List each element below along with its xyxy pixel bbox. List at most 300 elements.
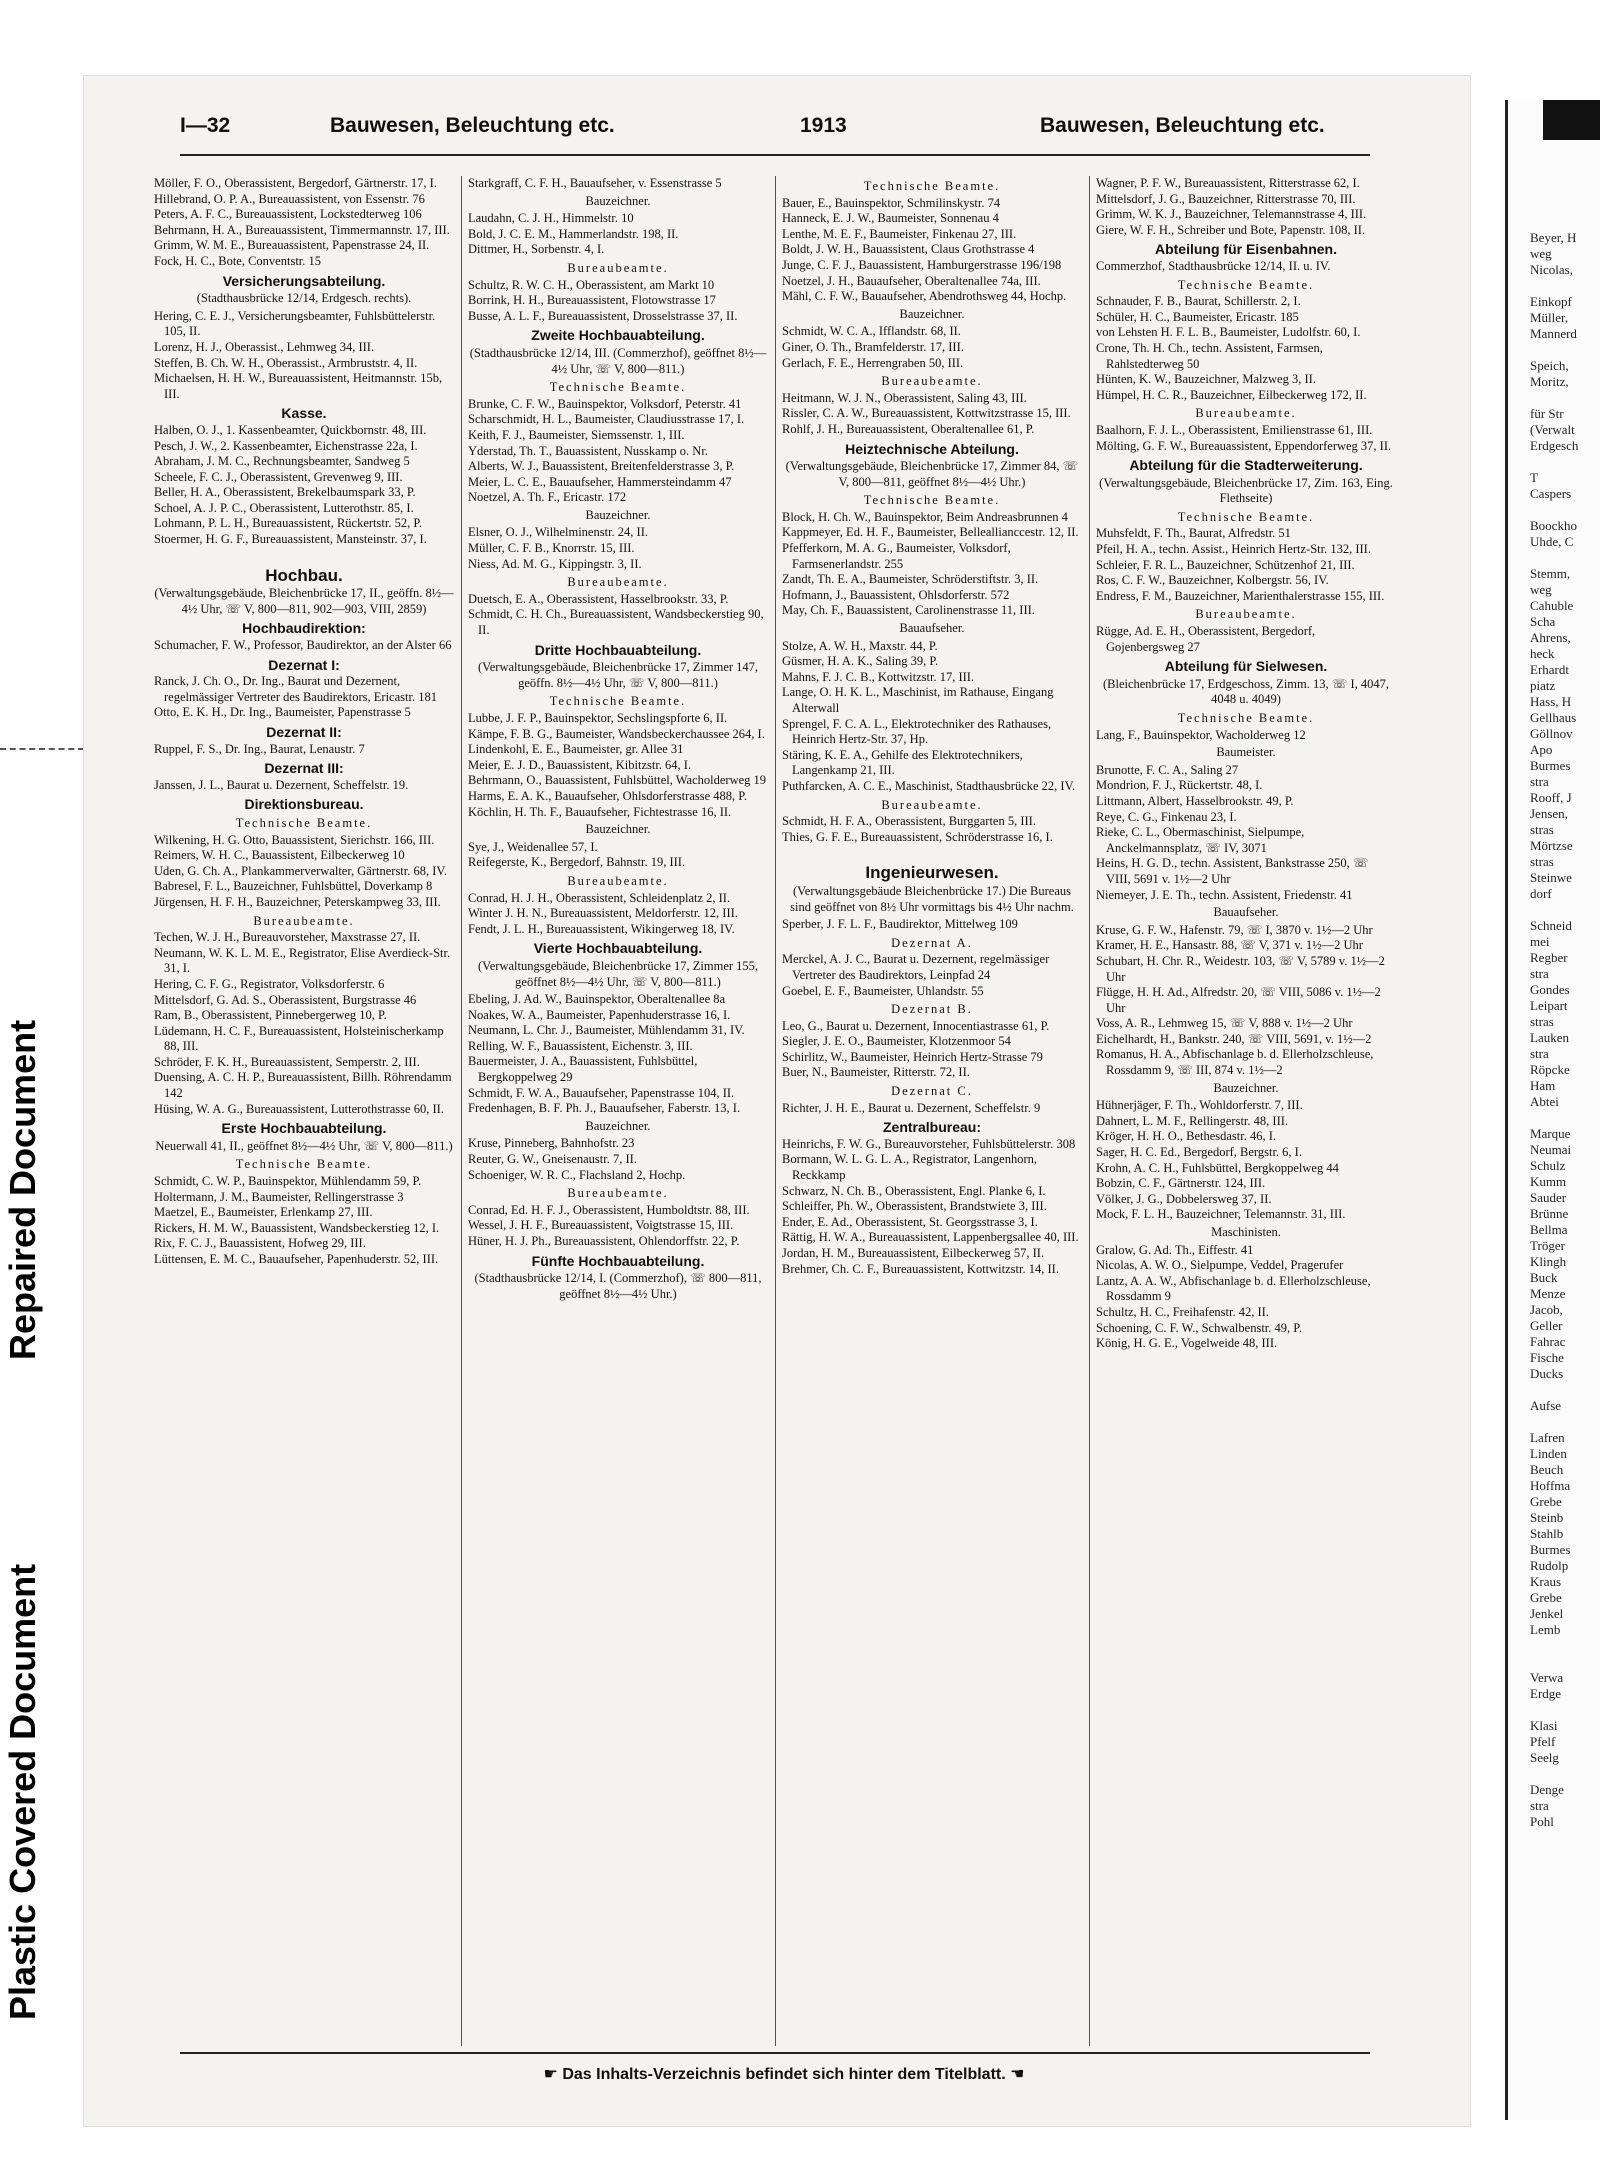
footer-rule [180, 2052, 1370, 2054]
directory-entry: Hofmann, J., Bauassistent, Ohlsdorferstr. 572 [782, 587, 1010, 602]
subheading: Technische Beamte. [1177, 277, 1315, 292]
directory-entry: Reifegerste, K., Bergedorf, Bahnstr. 19, III. [468, 855, 686, 870]
directory-entry: Lenthe, M. E. F., Baumeister, Finkenau 27, III. [782, 226, 1017, 241]
directory-entry: Wilkening, H. G. Otto, Bauassistent, Sierichstr. 166, III. [154, 832, 435, 847]
section-note: (Verwaltungsgebäude Bleichenbrücke 17.) Die Bureaus sind geöffnet von 8½ Uhr vormittags bis 4½ Uhr nachm. [790, 883, 1074, 914]
adjacent-line: Cahuble [1530, 598, 1574, 613]
adjacent-line [1508, 278, 1600, 294]
section-heading: Versicherungsabteilung. [222, 272, 386, 289]
adjacent-line [1508, 1654, 1600, 1670]
directory-entry: Voss, A. R., Lehmweg 15, ☏ V, 888 v. 1½—2 Uhr [1096, 1016, 1353, 1031]
directory-entry: Heinrichs, F. W. G., Bureauvorsteher, Fuhlsbüttelerstr. 308 [782, 1136, 1076, 1151]
subheading: Bureaubeamte. [1195, 607, 1297, 622]
page-header [180, 104, 1360, 144]
directory-entry: Littmann, Albert, Hasselbrookstr. 49, P. [1096, 793, 1294, 808]
directory-entry: Kappmeyer, Ed. H. F., Baumeister, Belleallianccestr. 12, II. [782, 525, 1079, 540]
directory-entry: Völker, J. G., Dobbelersweg 37, II. [1096, 1191, 1272, 1206]
section-note: (Stadthausbrücke 12/14, I. (Commerzhof), ☏ 800—811, geöffnet 8½—4½ Uhr.) [474, 1271, 762, 1301]
directory-entry: Schleiffer, Ph. W., Oberassistent, Brandstwiete 3, III. [782, 1199, 1047, 1214]
directory-entry: Relling, W. F., Bauassistent, Eichenstr. 3, III. [468, 1038, 693, 1053]
directory-entry: Muhsfeldt, F. Th., Baurat, Alfredstr. 51 [1096, 526, 1291, 541]
directory-entry: Block, H. Ch. W., Bauinspektor, Beim Andreasbrunnen 4 [782, 509, 1068, 524]
section-heading: Vierte Hochbauabteilung. [533, 940, 703, 957]
directory-entry: Starkgraff, C. F. H., Bauaufseher, v. Essenstrasse 5 [468, 176, 722, 190]
directory-entry: Brunke, C. F. W., Bauinspektor, Volksdorf, Peterstr. 41 [468, 396, 742, 411]
adjacent-line: Menze [1530, 1286, 1566, 1301]
adjacent-line: Einkopf [1530, 294, 1572, 309]
directory-entry: Sperber, J. F. L. F., Baudirektor, Mittelweg 109 [782, 917, 1018, 932]
directory-entry: Noetzel, A. Th. F., Ericastr. 172 [468, 490, 627, 505]
subheading: Bureaubeamte. [253, 913, 355, 928]
adjacent-line [1508, 550, 1600, 566]
adjacent-line: Sauder [1530, 1190, 1567, 1205]
column-3 [782, 176, 1082, 2046]
directory-entry: König, H. G. E., Vogelweide 48, III. [1096, 1336, 1278, 1351]
directory-entry: Harms, E. A. K., Bauaufseher, Ohlsdorferstrasse 488, P. [468, 788, 747, 803]
directory-entry: Neumann, L. Chr. J., Baumeister, Mühlendamm 31, IV. [468, 1023, 745, 1038]
adjacent-line: Stemm, [1530, 566, 1571, 581]
adjacent-line: dorf [1530, 886, 1552, 901]
directory-entry: Rickers, H. M. W., Bauassistent, Wandsbeckerstieg 12, I. [154, 1220, 440, 1235]
adjacent-line: Müller, [1530, 310, 1569, 325]
subheading: Technische Beamte. [1177, 711, 1315, 725]
directory-entry: Rieke, C. L., Obermaschinist, Sielpumpe, Anckelmannsplatz, ☏ IV, 3071 [1096, 825, 1305, 855]
subheading: Bureaubeamte. [881, 374, 983, 389]
directory-entry: Gerlach, F. E., Herrengraben 50, III. [782, 355, 964, 370]
section-heading: Dezernat III: [264, 760, 344, 777]
left-running-title: Bauwesen, Beleuchtung etc. [330, 114, 615, 137]
adjacent-line: Beuch [1530, 1462, 1564, 1477]
subheading: Dezernat B. [891, 1002, 973, 1017]
directory-entry: Lantz, A. A. W., Abfischanlage b. d. Ellerholzschleuse, Rossdamm 9 [1096, 1273, 1371, 1304]
adjacent-line: Pohl [1530, 1814, 1554, 1829]
adjacent-line: Neumai [1530, 1142, 1572, 1157]
directory-entry: Hüsing, W. A. G., Bureauassistent, Lutterothstrasse 60, II. [154, 1101, 444, 1116]
directory-entry: Commerzhof, Stadthausbrücke 12/14, II. u. IV. [1096, 258, 1331, 273]
directory-entry: Bauermeister, J. A., Bauassistent, Fuhlsbüttel, Bergkoppelweg 29 [468, 1054, 698, 1085]
section-note: Bauzeichner. [585, 507, 651, 522]
directory-entry: Grimm, W. M. E., Bureauassistent, Papenstrasse 24, II. [154, 238, 430, 253]
directory-entry: Hümpel, H. C. R., Bauzeichner, Eilbeckerweg 172, II. [1096, 387, 1367, 402]
directory-entry: Schnauder, F. B., Baurat, Schillerstr. 2, I. [1096, 294, 1301, 309]
section-heading: Erste Hochbauabteilung. [221, 1120, 387, 1137]
directory-entry: Beller, H. A., Oberassistent, Brekelbaumspark 33, P. [154, 485, 416, 500]
section-heading: Fünfte Hochbauabteilung. [531, 1252, 705, 1269]
directory-entry: Busse, A. L. F., Bureauassistent, Drosselstrasse 37, II. [468, 308, 738, 323]
subheading: Bureaubeamte. [567, 260, 669, 275]
adjacent-line: Hass, H [1530, 694, 1572, 709]
directory-entry: May, Ch. F., Bauassistent, Carolinenstrasse 11, III. [782, 603, 1035, 618]
adjacent-line: Leipart [1530, 998, 1568, 1013]
directory-entry: Giner, O. Th., Bramfelderstr. 17, III. [782, 339, 964, 354]
directory-entry: Ebeling, J. Ad. W., Bauinspektor, Oberaltenallee 8a [468, 992, 726, 1007]
directory-entry: Fendt, J. L. H., Bureauassistent, Wikingerweg 18, IV. [468, 921, 735, 936]
directory-entry: Janssen, J. L., Baurat u. Dezernent, Scheffelstr. 19. [154, 777, 409, 792]
directory-entry: von Lehsten H. F. L. B., Baumeister, Ludolfstr. 60, I. [1096, 325, 1361, 340]
directory-entry: Sye, J., Weidenallee 57, I. [468, 839, 598, 854]
directory-entry: Hanneck, E. J. W., Baumeister, Sonnenau 4 [782, 211, 999, 226]
directory-entry: Wagner, P. F. W., Bureauassistent, Ritterstrasse 62, I. [1096, 176, 1360, 190]
directory-entry: Jürgensen, H. F. H., Bauzeichner, Peterskampweg 33, III. [154, 894, 441, 909]
directory-entry: Babresel, F. L., Bauzeichner, Fuhlsbüttel, Doverkamp 8 [154, 879, 433, 894]
directory-entry: Romanus, H. A., Abfischanlage b. d. Ellerholzschleuse, Rossdamm 9, ☏ III, 874 v. 1½—2 [1096, 1047, 1374, 1078]
adjacent-line: weg [1530, 246, 1552, 261]
adjacent-line: Lauken [1530, 1030, 1569, 1045]
plastic-covered-label: Plastic Covered Document [2, 1563, 43, 2020]
directory-entry: Laudahn, C. J. H., Himmelstr. 10 [468, 211, 634, 226]
directory-entry: Schmidt, C. H. Ch., Bureauassistent, Wandsbeckerstieg 90, II. [468, 607, 764, 638]
directory-entry: Dittmer, H., Sorbenstr. 4, I. [468, 242, 605, 257]
section-note: (Verwaltungsgebäude, Bleichenbrücke 17, Zimmer 84, ☏ V, 800—811, geöffnet 8½—4½ Uhr.) [785, 459, 1079, 489]
section-note: (Bleichenbrücke 17, Erdgeschoss, Zimm. 13, ☏ I, 4047, 4048 u. 4049) [1102, 676, 1390, 707]
column-divider [775, 176, 776, 2046]
directory-entry: Peters, A. F. C., Bureauassistent, Lockstedterweg 106 [154, 207, 422, 222]
adjacent-line: Denge [1530, 1782, 1564, 1797]
directory-entry: Kruse, G. F. W., Hafenstr. 79, ☏ I, 3870 v. 1½—2 Uhr [1096, 922, 1373, 937]
adjacent-line: stras [1530, 854, 1554, 869]
adjacent-line [1508, 902, 1600, 918]
directory-entry: Flügge, H. H. Ad., Alfredstr. 20, ☏ VIII, 5086 v. 1½—2 Uhr [1096, 985, 1381, 1015]
directory-page [84, 76, 1470, 2126]
subheading: Technische Beamte. [1177, 509, 1315, 524]
adjacent-line: Boockho [1530, 518, 1577, 533]
section-heading: Direktionsbureau. [244, 796, 364, 813]
section-heading: Hochbaudirektion: [242, 620, 366, 637]
subheading: Bureaubeamte. [1195, 406, 1297, 421]
adjacent-line: stra [1530, 1798, 1549, 1813]
adjacent-line: Pfelf [1530, 1734, 1556, 1749]
adjacent-line: Stahlb [1530, 1526, 1564, 1541]
directory-entry: Pfefferkorn, M. A. G., Baumeister, Volksdorf, Farmsenerlandstr. 255 [782, 541, 1011, 571]
adjacent-line [1508, 390, 1600, 406]
directory-entry: Scharschmidt, H. L., Baumeister, Claudiusstrasse 17, I. [468, 412, 745, 427]
directory-entry: Noakes, W. A., Baumeister, Papenhuderstrasse 16, I. [468, 1007, 731, 1022]
directory-entry: Leo, G., Baurat u. Dezernent, Innocentiastrasse 61, P. [782, 1018, 1050, 1033]
directory-entry: Güsmer, H. A. K., Saling 39, P. [782, 654, 939, 669]
header-rule [180, 154, 1370, 156]
directory-entry: Jordan, H. M., Bureauassistent, Eilbeckerweg 57, II. [782, 1246, 1045, 1260]
directory-entry: Rügge, Ad. E. H., Oberassistent, Bergedorf, Gojenbergsweg 27 [1096, 624, 1316, 654]
directory-entry: Schmidt, W. C. A., Ifflandstr. 68, II. [782, 324, 961, 339]
directory-entry: Schoeniger, W. R. C., Flachsland 2, Hochp. [468, 1167, 686, 1182]
adjacent-page-edge [1505, 100, 1600, 2120]
adjacent-line: Erhardt [1530, 662, 1569, 677]
directory-entry: Niess, Ad. M. G., Kippingstr. 3, II. [468, 556, 642, 571]
adjacent-line: Fahrac [1530, 1334, 1566, 1349]
section-note: Bauaufseher. [899, 621, 965, 636]
directory-entry: Reye, C. G., Finkenau 23, I. [1096, 809, 1237, 824]
directory-entry: Lohmann, P. L. H., Bureauassistent, Rückertstr. 52, P. [154, 516, 423, 531]
subheading: Technische Beamte. [235, 1157, 373, 1172]
directory-entry: Hering, C. F. G., Registrator, Volksdorferstr. 6 [154, 976, 385, 991]
directory-entry: Puthfarcken, A. C. E., Maschinist, Stadthausbrücke 22, IV. [782, 778, 1076, 793]
adjacent-line [1508, 1414, 1600, 1430]
adjacent-line: Abtei [1530, 1094, 1559, 1109]
adjacent-line: Scha [1530, 614, 1556, 629]
adjacent-line [1508, 1766, 1600, 1782]
directory-entry: Halben, O. J., 1. Kassenbeamter, Quickbornstr. 48, III. [154, 422, 427, 437]
adjacent-line: Rooff, J [1530, 790, 1572, 805]
adjacent-line: Jacob, [1530, 1302, 1563, 1317]
section-note: (Verwaltungsgebäude, Bleichenbrücke 17, Zim. 163, Eing. Flethseite) [1099, 475, 1393, 506]
directory-entry: Rix, F. C. J., Bauassistent, Hofweg 29, III. [154, 1236, 366, 1251]
directory-entry: Borrink, H. H., Bureauassistent, Flotowstrasse 17 [468, 293, 716, 308]
directory-entry: Bauer, E., Bauinspektor, Schmilinskystr. 74 [782, 195, 1001, 210]
page-number: I—32 [180, 114, 231, 137]
directory-entry: Conrad, H. J. H., Oberassistent, Schleidenplatz 2, II. [468, 890, 731, 905]
directory-entry: Wessel, J. H. F., Bureauassistent, Voigtstrasse 15, III. [468, 1218, 734, 1233]
directory-entry: Niemeyer, J. E. Th., techn. Assistent, Friedenstr. 41 [1096, 887, 1353, 902]
directory-entry: Kruse, Pinneberg, Bahnhofstr. 23 [468, 1136, 635, 1151]
directory-entry: Bormann, W. L. G. L. A., Registrator, Langenhorn, Reckkamp [782, 1152, 1038, 1183]
subheading: Dezernat C. [891, 1084, 973, 1099]
directory-entry: Schmidt, H. F. A., Oberassistent, Burggarten 5, III. [782, 814, 1036, 829]
directory-entry: Elsner, O. J., Wilhelminenstr. 24, II. [468, 525, 648, 540]
directory-entry: Köchlin, H. Th. F., Bauaufseher, Fichtestrasse 16, II. [468, 804, 732, 819]
section-heading: Dezernat I: [268, 656, 340, 673]
section-note: (Verwaltungsgebäude, Bleichenbrücke 17, Zimmer 147, geöffn. 8½—4½ Uhr, ☏ V, 800—811.) [477, 660, 759, 690]
section-note: (Stadthausbrücke 12/14, III. (Commerzhof), geöffnet 8½—4½ Uhr, ☏ V, 800—811.) [469, 345, 767, 376]
adjacent-line: Speich, [1530, 358, 1569, 373]
directory-entry: Schmidt, F. W. A., Bauaufseher, Papenstrasse 104, II. [468, 1085, 735, 1100]
adjacent-line: weg [1530, 582, 1552, 597]
section-heading: Zweite Hochbauabteilung. [531, 327, 705, 344]
adjacent-line: Uhde, C [1530, 534, 1574, 549]
adjacent-line [1508, 1702, 1600, 1718]
directory-entry: Eichelhardt, H., Bankstr. 240, ☏ VIII, 5691, v. 1½—2 [1096, 1031, 1372, 1046]
directory-entry: Maetzel, E., Baumeister, Erlenkamp 27, III. [154, 1205, 373, 1220]
adjacent-page-text [1508, 100, 1600, 1830]
directory-entry: Crone, Th. H. Ch., techn. Assistent, Farmsen, Rahlstedterweg 50 [1096, 340, 1323, 371]
adjacent-line: Tröger [1530, 1238, 1565, 1253]
directory-entry: Mondrion, F. J., Rückertstr. 48, I. [1096, 778, 1263, 793]
adjacent-line: Gellhaus [1530, 710, 1577, 725]
directory-entry: Lubbe, J. F. P., Bauinspektor, Sechslingspforte 6, II. [468, 711, 728, 725]
subheading: Technische Beamte. [235, 815, 373, 830]
adjacent-line [1508, 1382, 1600, 1398]
directory-entry: Giere, W. F. H., Schreiber und Bote, Papenstr. 108, II. [1096, 222, 1366, 237]
adjacent-line: Klingh [1530, 1254, 1567, 1269]
adjacent-line: Fische [1530, 1350, 1564, 1365]
directory-entry: Hüner, H. J. Ph., Bureauassistent, Ohlendorffstr. 22, P. [468, 1234, 740, 1248]
subheading: Technische Beamte. [863, 493, 1001, 508]
footer-note: ☛ Das Inhalts-Verzeichnis befindet sich hinter dem Titelblatt. ☚ [543, 2066, 1025, 2083]
directory-entry: Behrmann, H. A., Bureauassistent, Timmermannstr. 17, III. [154, 222, 450, 237]
directory-entry: Stoermer, H. G. F., Bureauassistent, Mansteinstr. 37, I. [154, 532, 427, 547]
section-note: Bauzeichner. [1213, 1080, 1279, 1095]
directory-entry: Rohlf, J. H., Bureauassistent, Oberaltenallee 61, P. [782, 421, 1035, 436]
adjacent-line: mei [1530, 934, 1550, 949]
directory-entry: Neumann, W. K. L. M. E., Registrator, Elise Averdieck-Str. 31, I. [154, 945, 451, 976]
adjacent-line: Kumm [1530, 1174, 1567, 1189]
adjacent-line: Erdgesch [1530, 438, 1579, 453]
directory-entry: Krohn, A. C. H., Fuhlsbüttel, Bergkoppelweg 44 [1096, 1160, 1339, 1175]
adjacent-line: Lemb [1530, 1622, 1561, 1637]
directory-entry: Duetsch, E. A., Oberassistent, Hasselbrookstr. 33, P. [468, 591, 729, 606]
directory-entry: Thies, G. F. E., Bureauassistent, Schröderstrasse 16, I. [782, 829, 1053, 844]
subheading: Dezernat A. [891, 935, 973, 950]
column-2 [468, 176, 768, 2046]
major-heading: Ingenieurwesen. [865, 863, 999, 883]
directory-entry: Schubart, H. Chr. R., Weidestr. 103, ☏ V, 5789 v. 1½—2 Uhr [1096, 953, 1385, 984]
directory-entry: Schultz, H. C., Freihafenstr. 42, II. [1096, 1304, 1269, 1319]
adjacent-line: Ducks [1530, 1366, 1564, 1381]
adjacent-line: Mannerd [1530, 326, 1577, 341]
adjacent-line: Ham [1530, 1078, 1556, 1093]
directory-entry: Uden, G. Ch. A., Plankammerverwalter, Gärtnerstr. 68, IV. [154, 863, 447, 878]
section-note: Maschinisten. [1211, 1225, 1281, 1239]
directory-entry: Schoening, C. F. W., Schwalbenstr. 49, P. [1096, 1320, 1302, 1335]
directory-entry: Ros, C. F. W., Bauzeichner, Kolbergstr. 56, IV. [1096, 573, 1329, 588]
directory-entry: Brehmer, Ch. C. F., Bureauassistent, Kottwitzstr. 14, II. [782, 1261, 1059, 1276]
directory-entry: Merckel, A. J. C., Baurat u. Dezernent, regelmässiger Vertreter des Baudirektors, Leinpfad 24 [782, 952, 1050, 982]
directory-entry: Boldt, J. W. H., Bauassistent, Claus Grothstrasse 4 [782, 242, 1035, 257]
adjacent-line: Moritz, [1530, 374, 1569, 389]
directory-entry: Scheele, F. C. J., Oberassistent, Grevenweg 9, III. [154, 469, 403, 484]
subheading: Bureaubeamte. [567, 575, 669, 590]
scan-cut-line [0, 748, 84, 750]
directory-entry: Noetzel, J. H., Bauaufseher, Oberaltenallee 74a, III. [782, 273, 1041, 288]
adjacent-line: Caspers [1530, 486, 1572, 501]
adjacent-line: stras [1530, 822, 1554, 837]
adjacent-line: stras [1530, 1014, 1554, 1029]
directory-entry: Siegler, J. E. O., Baumeister, Klotzenmoor 54 [782, 1034, 1011, 1049]
directory-entry: Ram, B., Oberassistent, Pinnebergerweg 10, P. [154, 1008, 387, 1023]
directory-entry: Lüdemann, H. C. F., Bureauassistent, Holsteinischerkamp 88, III. [154, 1023, 444, 1054]
adjacent-line: Steinwe [1530, 870, 1572, 885]
subheading: Technische Beamte. [549, 380, 687, 395]
directory-entry: Hühnerjäger, F. Th., Wohldorferstr. 7, III. [1096, 1098, 1303, 1113]
adjacent-line: Apo [1530, 742, 1553, 757]
directory-entry: Fredenhagen, B. F. Ph. J., Bauaufseher, Faberstr. 13, I. [468, 1101, 741, 1116]
adjacent-line: Jensen, [1530, 806, 1568, 821]
directory-entry: Buer, N., Baumeister, Ritterstr. 72, II. [782, 1065, 970, 1080]
directory-entry: Schröder, F. K. H., Bureauassistent, Semperstr. 2, III. [154, 1054, 420, 1069]
column-4 [1096, 176, 1396, 2046]
directory-entry: Michaelsen, H. H. W., Bureauassistent, Heitmannstr. 15b, III. [154, 371, 443, 401]
directory-entry: Meier, E. J. D., Bauassistent, Kibitzstr. 64, I. [468, 757, 692, 772]
directory-entry: Baalhorn, F. J. L., Oberassistent, Emilienstrasse 61, III. [1096, 422, 1373, 437]
directory-entry: Mittelsdorf, J. G., Bauzeichner, Ritterstrasse 70, III. [1096, 191, 1356, 206]
adjacent-line: Gondes [1530, 982, 1570, 997]
directory-entry: Abraham, J. M. C., Rechnungsbeamter, Sandweg 5 [154, 454, 410, 469]
adjacent-line: Jenkel [1530, 1606, 1564, 1621]
section-note: Bauaufseher. [1213, 905, 1279, 920]
adjacent-line [1508, 454, 1600, 470]
dark-corner [1543, 100, 1600, 140]
directory-entry: Mahns, F. J. C. B., Kottwitzstr. 17, III. [782, 669, 975, 684]
directory-entry: Dahnert, L. M. F., Rellingerstr. 48, III. [1096, 1113, 1289, 1128]
adjacent-line: Rudolp [1530, 1558, 1569, 1573]
directory-entry: Hillebrand, O. P. A., Bureauassistent, von Essenstr. 76 [154, 191, 425, 206]
adjacent-line: Aufse [1530, 1398, 1562, 1413]
subheading: Technische Beamte. [863, 179, 1001, 193]
adjacent-line: (Verwalt [1530, 422, 1575, 437]
right-running-title: Bauwesen, Beleuchtung etc. [1040, 114, 1325, 137]
adjacent-line: Klasi [1530, 1718, 1558, 1733]
adjacent-line: Göllnov [1530, 726, 1573, 741]
section-heading: Zentralbureau: [882, 1119, 981, 1136]
directory-entry: Heins, H. G. D., techn. Assistent, Bankstrasse 250, ☏ VIII, 5691 v. 1½—2 Uhr [1096, 856, 1369, 886]
section-note: (Verwaltungsgebäude, Bleichenbrücke 17, Zimmer 155, geöffnet 8½—4½ Uhr, ☏ V, 800—811.) [477, 958, 759, 989]
directory-entry: Stolze, A. W. H., Maxstr. 44, P. [782, 638, 938, 653]
adjacent-line: T [1530, 470, 1538, 485]
adjacent-line: Nicolas, [1530, 262, 1573, 277]
directory-entry: Schumacher, F. W., Professor, Baudirektor, an der Alster 66 [154, 638, 452, 653]
column-1 [154, 176, 454, 2046]
directory-entry: Heitmann, W. J. N., Oberassistent, Saling 43, III. [782, 390, 1027, 405]
directory-entry: Reuter, G. W., Gneisenaustr. 7, II. [468, 1152, 637, 1167]
directory-entry: Kröger, H. H. O., Bethesdastr. 46, I. [1096, 1129, 1277, 1144]
directory-entry: Schoel, A. J. P. C., Oberassistent, Lutterothstr. 85, I. [154, 500, 414, 515]
section-note: Neuerwall 41, II., geöffnet 8½—4½ Uhr, ☏ V, 800—811.) [155, 1138, 453, 1153]
directory-entry: Pesch, J. W., 2. Kassenbeamter, Eichenstrasse 22a, I. [154, 438, 418, 453]
directory-entry: Ranck, J. Ch. O., Dr. Ing., Baurat und Dezernent, regelmässiger Vertreter des Baudirektors, Ericastr. 181 [154, 674, 437, 704]
adjacent-line: Linden [1530, 1446, 1567, 1461]
directory-entry: Schwarz, N. Ch. B., Oberassistent, Engl. Planke 6, I. [782, 1183, 1046, 1198]
directory-entry: Mock, F. L. H., Bauzeichner, Telemannstr. 31, III. [1096, 1207, 1346, 1222]
section-note: (Verwaltungsgebäude, Bleichenbrücke 17, II., geöffn. 8½—4½ Uhr, ☏ V, 800—811, 902—903, VIII, 2859) [154, 586, 454, 616]
directory-entry: Hering, C. E. J., Versicherungsbeamter, Fuhlsbüttelerstr. 105, II. [154, 308, 436, 339]
adjacent-line: Marque [1530, 1126, 1571, 1141]
directory-entry: Lindenkohl, E. E., Baumeister, gr. Allee 31 [468, 742, 684, 757]
directory-entry: Möller, F. O., Oberassistent, Bergedorf, Gärtnerstr. 17, I. [154, 176, 437, 190]
directory-entry: Ender, E. Ad., Oberassistent, St. Georgsstrasse 3, I. [782, 1214, 1038, 1229]
directory-entry: Endress, F. M., Bauzeichner, Marienthalerstrasse 155, III. [1096, 588, 1385, 603]
directory-entry: Duensing, A. C. H. P., Bureauassistent, Billh. Röhrendamm 142 [154, 1070, 452, 1101]
column-divider [1089, 176, 1090, 2046]
directory-entry: Mittelsdorf, G. Ad. S., Oberassistent, Burgstrasse 46 [154, 992, 417, 1007]
directory-entry: Richter, J. H. E., Baurat u. Dezernent, Scheffelstr. 9 [782, 1100, 1041, 1115]
section-note: Bauzeichner. [899, 306, 965, 321]
adjacent-line: Verwa [1530, 1670, 1564, 1685]
section-heading: Dezernat II: [266, 724, 342, 740]
directory-entry: Schmidt, C. W. P., Bauinspektor, Mühlendamm 59, P. [154, 1174, 422, 1189]
directory-entry: Rättig, H. W. A., Bureauassistent, Lappenbergsallee 40, III. [782, 1230, 1079, 1245]
adjacent-line: Geller [1530, 1318, 1563, 1333]
directory-entry: Sager, H. C. Ed., Bergedorf, Bergstr. 6, I. [1096, 1145, 1302, 1160]
section-heading: Abteilung für Sielwesen. [1164, 658, 1328, 675]
directory-entry: Rissler, C. A. W., Bureauassistent, Kottwitzstrasse 15, III. [782, 406, 1071, 421]
adjacent-line: Steinb [1530, 1510, 1564, 1525]
directory-entry: Yderstad, Th. T., Bauassistent, Nusskamp o. Nr. [468, 443, 708, 458]
side-label [0, 760, 50, 2020]
directory-entry: Meier, L. C. E., Bauaufseher, Hammersteindamm 47 [468, 474, 732, 489]
directory-entry: Lange, O. H. K. L., Maschinist, im Rathause, Eingang Alterwall [782, 685, 1054, 715]
adjacent-line: für Str [1530, 406, 1564, 421]
adjacent-line: piatz [1530, 678, 1556, 693]
directory-entry: Kämpe, F. B. G., Baumeister, Wandsbeckerchaussee 264, I. [468, 726, 765, 741]
adjacent-line: Schneid [1530, 918, 1572, 933]
directory-entry: Steffen, B. Ch. W. H., Oberassist., Armbruststr. 4, II. [154, 355, 418, 370]
directory-entry: Schüler, H. C., Baumeister, Ericastr. 185 [1096, 309, 1299, 324]
directory-entry: Sprengel, F. C. A. L., Elektrotechniker des Rathauses, Heinrich Hertz-Str. 37, Hp. [782, 716, 1052, 747]
directory-entry: Lorenz, H. J., Oberassist., Lehmweg 34, III. [154, 339, 375, 354]
adjacent-line: heck [1530, 646, 1555, 661]
adjacent-line: Schulz [1530, 1158, 1566, 1173]
adjacent-line: Burmes [1530, 758, 1571, 773]
directory-entry: Müller, C. F. B., Knorrstr. 15, III. [468, 541, 635, 556]
directory-entry: Mähl, C. F. W., Bauaufseher, Abendrothsweg 44, Hochp. [782, 289, 1067, 304]
directory-entry: Kramer, H. E., Hansastr. 88, ☏ V, 371 v. 1½—2 Uhr [1096, 938, 1363, 953]
adjacent-line: Lafren [1530, 1430, 1565, 1445]
directory-entry: Schultz, R. W. C. H., Oberassistent, am Markt 10 [468, 277, 715, 292]
subheading: Bureaubeamte. [881, 797, 983, 812]
section-note: Baumeister. [1216, 745, 1276, 760]
directory-entry: Gralow, G. Ad. Th., Eiffestr. 41 [1096, 1242, 1254, 1257]
adjacent-line: Seelg [1530, 1750, 1559, 1765]
section-heading: Abteilung für Eisenbahnen. [1154, 241, 1337, 258]
